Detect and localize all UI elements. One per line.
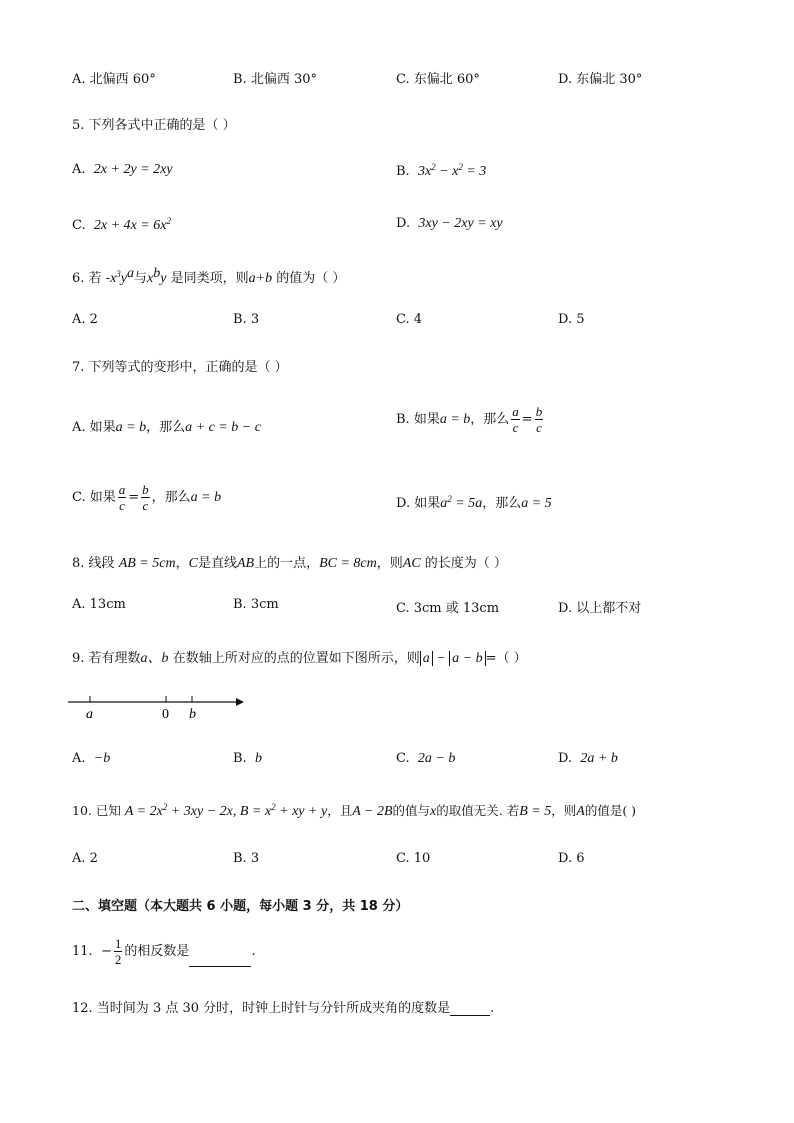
q4-option-c: C. 东偏北 60°	[396, 72, 480, 87]
q7-option-c: C. 如果 $\frac{a}{c}$ = $\frac{b}{c}$ ，那么a = b	[72, 482, 222, 513]
q7-stem: 7. 下列等式的变形中，正确的是（ ）	[72, 360, 288, 375]
q7-option-d: D. 如果$a^2 = 5a$，那么a = 5	[396, 494, 552, 511]
q7-option-a: A. 如果a = b，那么a + c = b − c	[72, 420, 261, 435]
q7-option-b: B. 如果a = b，那么 $\frac{a}{c}$ = $\frac{b}{c}$	[396, 404, 543, 435]
q11-answer-blank[interactable]	[189, 952, 251, 967]
q10-option-a: A. 2	[72, 851, 98, 866]
q8-option-d: D. 以上都不对	[558, 601, 642, 616]
q5-option-b: B. $3x^2 - x^2 = 3$	[396, 162, 487, 179]
q12-answer-blank[interactable]	[450, 1001, 490, 1016]
q9-option-d: D. 2a + b	[558, 751, 618, 766]
q10-option-c: C. 10	[396, 851, 431, 866]
q10-option-b: B. 3	[233, 851, 260, 866]
q5-stem: 5. 下列各式中正确的是（ ）	[72, 118, 236, 133]
q6-option-d: D. 5	[558, 312, 585, 327]
q8-stem: 8. 线段 AB = 5cm，C是直线AB上的一点，BC = 8cm，则AC 的长度为（ ）	[72, 556, 507, 571]
q5-option-c: C. $2x + 4x = 6x^2$	[72, 216, 171, 233]
label-0: 0	[162, 707, 169, 722]
q8-option-c: C. 3cm 或 13cm	[396, 601, 500, 616]
label-a: a	[86, 707, 93, 722]
q6-stem: 6. 若 $-x^3y^a$与$x^by$ 是同类项，则a+b 的值为（ ）	[72, 266, 346, 286]
q8-option-a: A. 13cm	[72, 597, 126, 612]
q5-option-d: D. 3xy − 2xy = xy	[396, 216, 503, 231]
label-b: b	[189, 707, 196, 722]
q6-option-c: C. 4	[396, 312, 423, 327]
q9-stem: 9. 若有理数a、b 在数轴上所对应的点的位置如下图所示，则 a − a − b =（ ）	[72, 651, 527, 666]
q4-option-d: D. 东偏北 30°	[558, 72, 643, 87]
q10-stem: 10. 已知 $A = 2x^2 + 3xy - 2x$, $B = x^2$ + xy + y，且A − 2B的值与x的取值无关. 若B = 5，则A的值是( )	[72, 802, 637, 819]
number-line-arrow-icon	[236, 698, 244, 706]
q11-stem: 11. − $\frac{1}{2}$ 的相反数是 .	[72, 936, 256, 967]
section-title: 二、填空题（本大题共 6 小题，每小题 3 分，共 18 分）	[72, 899, 409, 914]
q9-option-c: C. 2a − b	[396, 751, 456, 766]
q12-stem: 12. 当时间为 3 点 30 分时，时钟上时针与分针所成夹角的度数是 .	[72, 1001, 495, 1016]
q4-option-a: A. 北偏西 60°	[72, 72, 156, 87]
q8-option-b: B. 3cm	[233, 597, 279, 612]
q6-option-a: A. 2	[72, 312, 98, 327]
q10-option-d: D. 6	[558, 851, 585, 866]
q9-option-b: B. b	[233, 751, 262, 766]
q4-option-b: B. 北偏西 30°	[233, 72, 317, 87]
number-line	[68, 692, 248, 722]
q6-option-b: B. 3	[233, 312, 260, 327]
q5-option-a: A. 2x + 2y = 2xy	[72, 162, 173, 177]
q9-option-a: A. −b	[72, 751, 111, 766]
